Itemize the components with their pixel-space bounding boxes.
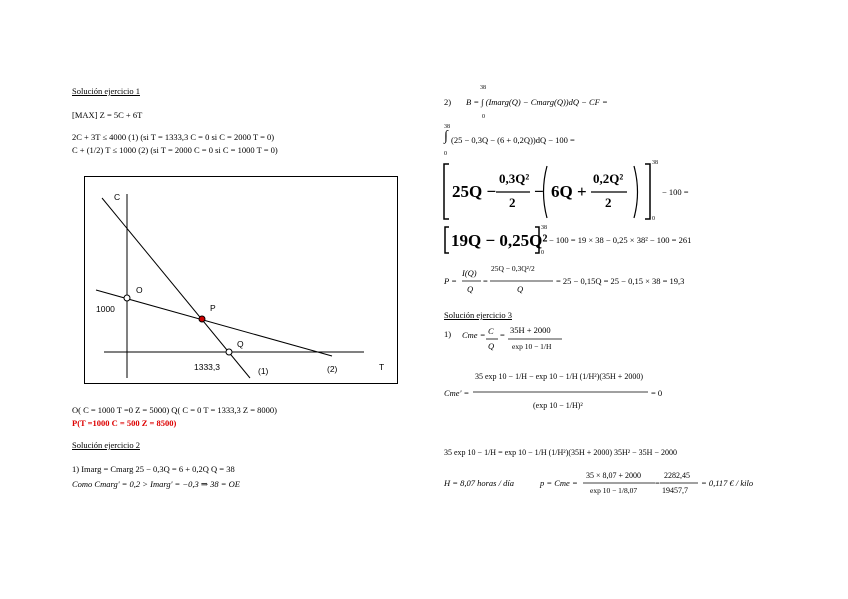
eq4-frac1-num: 0,3Q²	[499, 171, 530, 186]
cme-lhs: Cme =	[462, 330, 486, 340]
p-result-lhs: p = Cme =	[540, 478, 578, 488]
optimum-point-p: P(T =1000 C = 500 Z = 8500)	[72, 418, 177, 428]
solution-2-line-1: 1) Imarg = Cmarg 25 − 0,3Q = 6 + 0,2Q Q = 38	[72, 464, 235, 474]
eq4-frac1-den: 2	[509, 195, 516, 210]
cme-derivative-den: (exp 10 − 1/H)²	[533, 401, 583, 410]
eq4-term-c: 6Q +	[551, 182, 587, 201]
point-o-label: O	[136, 285, 143, 295]
point-q-label: Q	[237, 339, 244, 349]
constraint-1: 2C + 3T ≤ 4000 (1) (si T = 1333,3 C = 0 si C = 2000 T = 0)	[72, 132, 275, 142]
axis-t-label: T	[379, 362, 385, 372]
p-result-tail: = 0,117 € / kilo	[701, 478, 754, 488]
cme-derivative-lhs: Cme' =	[444, 388, 470, 398]
cme-frac2-den: exp 10 − 1/H	[512, 342, 552, 351]
eq4-lower: 0	[652, 216, 655, 222]
eq6-frac1-den: Q	[467, 284, 474, 294]
eq5-upper: 38	[541, 225, 547, 231]
p-frac2-num: 2282,45	[664, 471, 690, 480]
eq2-lower: 0	[482, 114, 485, 120]
p-frac1-num: 35 × 8,07 + 2000	[586, 471, 642, 480]
eq2-upper: 38	[480, 85, 486, 91]
eq6-frac2-den: Q	[517, 284, 524, 294]
eq4-bracket-right	[645, 164, 650, 219]
eq2-integral: B = ∫ (Imarg(Q) − Cmarg(Q))dQ − CF =	[466, 97, 608, 107]
vertices-o-q: O( C = 1000 T =0 Z = 5000) Q( C = 0 T = 1333,3 Z = 8000)	[72, 405, 277, 415]
eq4-tail: − 100 =	[662, 187, 689, 197]
eq6-tail: = 25 − 0,15Q = 25 − 0,15 × 38 = 19,3	[556, 276, 685, 286]
solution-1-title: Solución ejercicio 1	[72, 86, 140, 96]
line-1-label: (1)	[258, 366, 269, 376]
cme-frac2-num: 35H + 2000	[510, 325, 551, 335]
cme-frac1-den: Q	[488, 341, 495, 351]
cme-frac1-num: C	[488, 326, 494, 336]
eq2-label: 2)	[444, 97, 452, 107]
objective-function: [MAX] Z = 5C + 6T	[72, 110, 143, 120]
eq6-frac2-num: 25Q − 0,3Q²/2	[491, 264, 535, 273]
eq3-upper: 38	[444, 124, 450, 130]
eq6-frac1-num: I(Q)	[462, 268, 477, 278]
eq4-paren-left	[544, 166, 548, 218]
eq4-frac2-num: 0,2Q²	[593, 171, 624, 186]
solution-3-title: Solución ejercicio 3	[444, 310, 512, 320]
p-frac2-den: 19457,7	[662, 486, 688, 495]
cme-derivative-num: 35 exp 10 − 1/H − exp 10 − 1/H (1/H²)(35H + 2000)	[475, 372, 643, 381]
p-frac1-den: exp 10 − 1/8,07	[590, 486, 638, 495]
eq5-expression: 19Q − 0,25Q²	[451, 231, 548, 250]
eq5-lower: 0	[541, 250, 544, 256]
p-equals: =	[655, 478, 660, 488]
constraint-2: C + (1/2) T ≤ 1000 (2) (si T = 2000 C = 0 si C = 1000 T = 0)	[72, 145, 278, 155]
point-p-label: P	[210, 303, 216, 313]
value-1000-label: 1000	[96, 304, 115, 314]
h-result: H = 8,07 horas / día	[444, 478, 514, 488]
eq3-expression: (25 − 0,3Q − (6 + 0,2Q))dQ − 100 =	[451, 135, 575, 145]
cme-equals: =	[500, 330, 505, 340]
value-1333-label: 1333,3	[194, 362, 220, 372]
eq4-upper: 38	[652, 160, 658, 166]
eq5-bracket-left	[445, 227, 449, 253]
solution-2-title: Solución ejercicio 2	[72, 440, 140, 450]
line-2-label: (2)	[327, 364, 338, 374]
eq4-paren-right	[634, 166, 638, 218]
eq6-lhs: P =	[444, 276, 457, 286]
axis-c-label: C	[114, 192, 121, 202]
eq4-frac2-den: 2	[605, 195, 612, 210]
eq6-equals: =	[483, 276, 488, 286]
solution-2-line-2: Como Cmarg' = 0,2 > Imarg' = −0,3 ⇒ 38 = OE	[72, 479, 240, 489]
cme-derivative-tail: = 0	[651, 388, 663, 398]
eq5-tail: − 100 = 19 × 38 − 0,25 × 38² − 100 = 261	[549, 235, 692, 245]
eq3-lower: 0	[444, 151, 447, 157]
eq3-integral-sign: ∫	[444, 129, 448, 144]
sol3-label: 1)	[444, 329, 452, 339]
eq4-term-a: 25Q −	[452, 182, 497, 201]
eq4-minus: −	[534, 182, 544, 201]
h-equation: 35 exp 10 − 1/H = exp 10 − 1/H (1/H²)(35H + 2000) 35H² − 35H − 2000	[444, 448, 677, 457]
eq4-bracket-left	[444, 164, 449, 219]
